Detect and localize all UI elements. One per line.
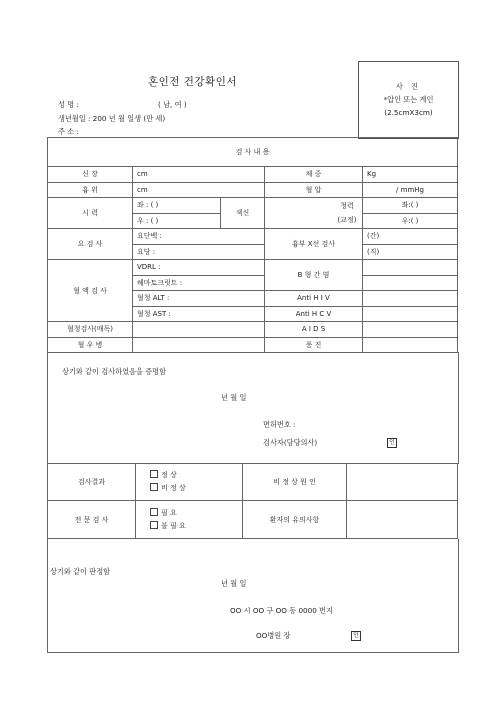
hiv-value: [363, 291, 458, 307]
address-label: 주 소 :: [58, 127, 79, 136]
serum-label: 혈청검사(매독): [48, 322, 133, 338]
urine-protein: 요단백 :: [133, 229, 265, 245]
rubella-label: 풍 진: [265, 337, 363, 353]
required-label: 필 요: [161, 508, 177, 517]
examiner-label: 검사자(담당의사): [263, 438, 318, 447]
result-label: 검사결과: [48, 464, 136, 501]
urine-label: 요 검 사: [48, 229, 133, 260]
color-sense: 색신: [221, 198, 265, 229]
normal-label: 정 상: [161, 471, 177, 479]
bp-label: 혈 압: [265, 182, 363, 198]
weight-value: Kg: [363, 167, 458, 183]
aids-label: A I D S: [265, 322, 363, 338]
hearing-right: 우:( ): [363, 213, 458, 229]
aids-value: [363, 322, 458, 338]
exam-table: [47, 137, 458, 353]
cert-date: 년 월 일: [221, 393, 247, 402]
not-required-option[interactable]: [150, 520, 242, 533]
section-header: 검 사 내 용: [48, 138, 458, 167]
height-value: cm: [133, 167, 265, 183]
alt: 혈청 ALT :: [133, 291, 265, 307]
photo-note: *압인 또는 계인: [383, 95, 434, 104]
hepb-label: B 형 간 염: [265, 260, 363, 291]
hearing-sub: (교정): [337, 216, 357, 224]
not-required-label: 불 필 요: [161, 521, 186, 530]
hearing-label: 청력: [340, 202, 354, 210]
certification-block: [47, 352, 459, 464]
xray-a: (간): [363, 229, 458, 245]
checkbox-icon[interactable]: [150, 508, 158, 516]
cert-statement: 상기와 같이 검사하였음을 증명함: [62, 367, 167, 376]
photo-box: [358, 61, 459, 139]
serum-value: [133, 322, 265, 338]
height-label: 신 장: [48, 167, 133, 183]
urine-sugar: 요당 :: [133, 244, 265, 260]
hearing-left: 좌:( ): [363, 198, 458, 214]
result-table: [47, 463, 458, 539]
hiv-label: Anti H I V: [265, 291, 363, 307]
seal-mark: 인: [351, 631, 361, 641]
hepb-value-2: [363, 275, 458, 291]
abnormal-cause-value: [347, 464, 458, 501]
xray-label: 흉부 X선 검사: [265, 229, 363, 260]
hcv-label: Anti H C V: [265, 306, 363, 322]
hcv-value: [363, 306, 458, 322]
xray-b: (직): [363, 244, 458, 260]
checkbox-icon[interactable]: [150, 483, 158, 491]
weight-label: 체 중: [265, 167, 363, 183]
photo-size: (2.5cmX3cm): [384, 108, 433, 117]
ast: 혈청 AST :: [133, 306, 265, 322]
history-label: 혈 우 병: [48, 337, 133, 353]
judgement-statement: 상기와 같이 판정함: [50, 567, 111, 576]
judgement-date: 년 월 일: [221, 579, 247, 588]
abnormal-option[interactable]: [150, 482, 242, 495]
normal-option[interactable]: [150, 469, 242, 482]
required-option[interactable]: [150, 507, 242, 520]
hospital-director: OO병원 장: [256, 631, 291, 640]
vision-left: 좌 : ( ): [133, 198, 221, 214]
photo-label: 사 진: [395, 82, 422, 91]
page-title: 혼인전 건강확인서: [148, 76, 237, 88]
name-label: 성 명 :: [58, 100, 79, 109]
license-label: 면허번호 :: [263, 420, 296, 429]
checkbox-icon[interactable]: [150, 521, 158, 529]
patient-notes-value: [347, 501, 458, 539]
checkbox-icon[interactable]: [150, 470, 158, 478]
bp-value: / mmHg: [363, 182, 458, 198]
abnormal-label: 비 정 상: [161, 484, 186, 492]
sex-field: ( 남, 여 ): [158, 100, 187, 109]
abnormal-cause-label: 비 정 상 원 인: [243, 464, 347, 501]
chest-value: cm: [133, 182, 265, 198]
special-test-label: 전 문 검 사: [48, 501, 136, 539]
vision-right: 우 : ( ): [133, 213, 221, 229]
hepb-value-1: [363, 260, 458, 276]
hearing-cell: [265, 198, 363, 229]
vision-label: 시 력: [48, 198, 133, 229]
judgement-block: [47, 539, 459, 653]
birth-field: 생년월일 : 200 년 월 일생 (만 세): [58, 114, 166, 123]
vdrl: VDRL :: [133, 260, 265, 276]
hematocrit: 헤마토크릿트 :: [133, 275, 265, 291]
blood-label: 혈 액 검 사: [48, 260, 133, 322]
seal-mark: 인: [387, 438, 397, 448]
patient-notes-label: 환자의 유의사항: [243, 501, 347, 539]
rubella-value: [363, 337, 458, 353]
chest-label: 흉 위: [48, 182, 133, 198]
history-value: [133, 337, 265, 353]
hospital-address: OO 시 OO 구 OO 동 0000 번지: [230, 606, 333, 615]
